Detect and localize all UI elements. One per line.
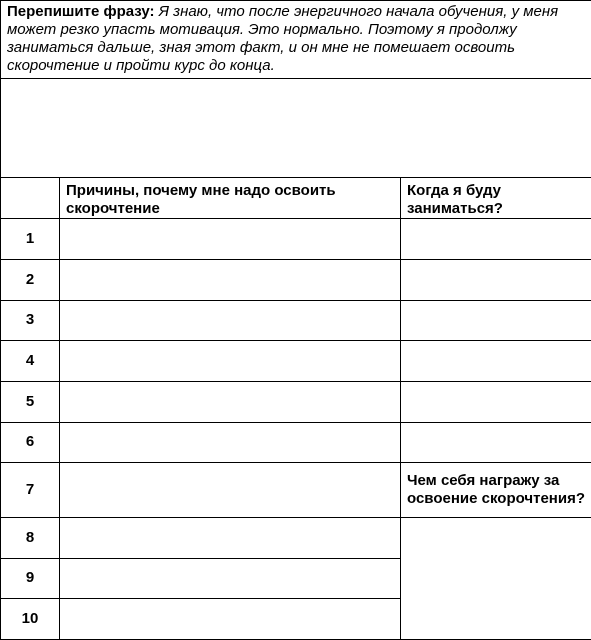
instruction-text: Я знаю, что после энергичного начала обучения, у меня может резко упасть мотивация. Это нормально. Поэтому я продолжу заниматься дальше, зная этот факт, и он мне не помешает освоить скорочтение и пройти курс до конца. bbox=[7, 3, 559, 74]
row-number: 1 bbox=[1, 219, 60, 260]
when-cell[interactable] bbox=[401, 219, 591, 260]
table-row bbox=[1, 341, 591, 382]
header-number-cell bbox=[1, 177, 60, 219]
when-cell[interactable] bbox=[401, 422, 591, 463]
reason-cell[interactable] bbox=[60, 558, 401, 599]
when-cell[interactable] bbox=[401, 341, 591, 382]
reason-cell[interactable] bbox=[60, 422, 401, 463]
row-number: 5 bbox=[1, 381, 60, 422]
instruction-label: Перепишите фразу: bbox=[7, 3, 155, 20]
table-row bbox=[1, 219, 591, 260]
row-number: 9 bbox=[1, 558, 60, 599]
when-cell[interactable] bbox=[401, 381, 591, 422]
when-cell[interactable] bbox=[401, 300, 591, 341]
header-reasons: Причины, почему мне надо освоить скорочтение bbox=[60, 177, 401, 219]
instruction-cell bbox=[1, 1, 591, 79]
header-when: Когда я буду заниматься? bbox=[401, 177, 591, 219]
reason-cell[interactable] bbox=[60, 599, 401, 640]
row-number: 2 bbox=[1, 260, 60, 301]
row-number: 10 bbox=[1, 599, 60, 640]
reason-cell[interactable] bbox=[60, 260, 401, 301]
when-cell[interactable] bbox=[401, 260, 591, 301]
reward-label: Чем себя награжу за освоение скорочтения? bbox=[401, 463, 591, 518]
table-row bbox=[1, 381, 591, 422]
table-row bbox=[1, 517, 591, 558]
reason-cell[interactable] bbox=[60, 381, 401, 422]
reward-cell[interactable] bbox=[401, 517, 591, 639]
table-row bbox=[1, 260, 591, 301]
row-number: 4 bbox=[1, 341, 60, 382]
reason-cell[interactable] bbox=[60, 341, 401, 382]
table-row bbox=[1, 463, 591, 518]
row-number: 8 bbox=[1, 517, 60, 558]
reason-cell[interactable] bbox=[60, 300, 401, 341]
row-number: 6 bbox=[1, 422, 60, 463]
row-number: 7 bbox=[1, 463, 60, 518]
rewrite-area[interactable] bbox=[1, 79, 591, 178]
reason-cell[interactable] bbox=[60, 463, 401, 518]
reason-cell[interactable] bbox=[60, 517, 401, 558]
row-number: 3 bbox=[1, 300, 60, 341]
reason-cell[interactable] bbox=[60, 219, 401, 260]
table-row bbox=[1, 300, 591, 341]
table-row bbox=[1, 422, 591, 463]
